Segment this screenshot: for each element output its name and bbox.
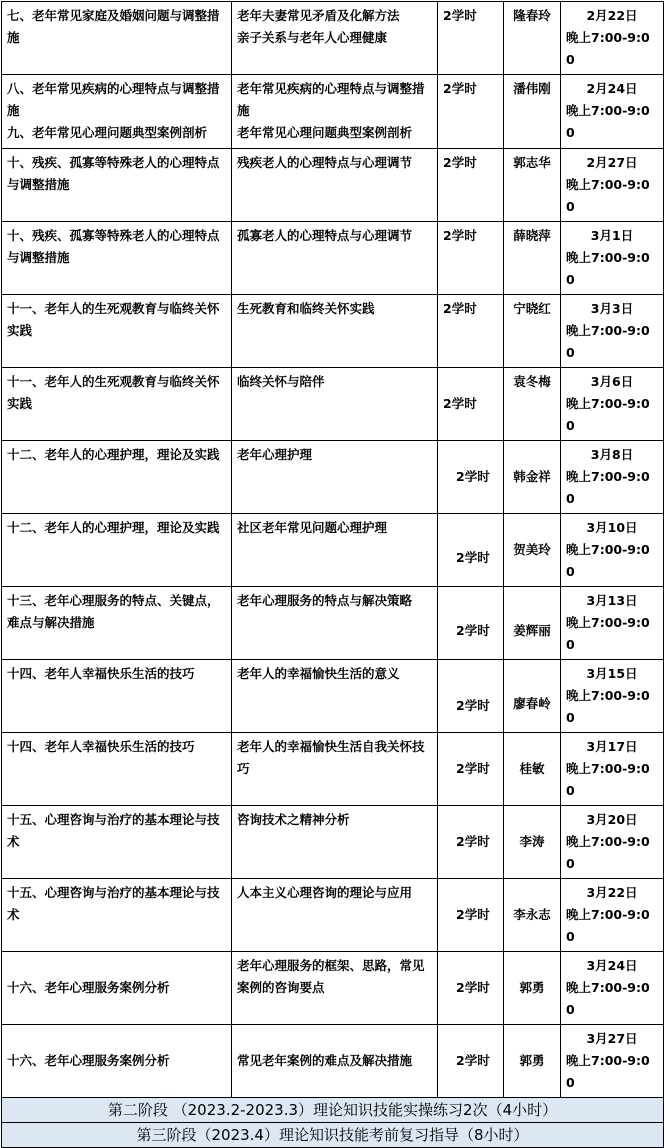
time-cell: [561, 222, 664, 295]
time-cell: [561, 660, 664, 733]
topic-cell: 十一、老年人的生死观教育与临终关怀实践: [2, 368, 232, 441]
content-cell: 人本主义心理咨询的理论与应用: [232, 879, 438, 952]
stage-three-text: 第三阶段（2023.4）理论知识技能考前复习指导（8小时）: [2, 1123, 664, 1148]
time-text: 晚上7:00-9:00: [566, 615, 650, 652]
time-cell: [561, 295, 664, 368]
teacher-cell: 隆春玲: [504, 2, 561, 75]
date-text: 3月1日: [590, 228, 634, 243]
table-row: [2, 2, 664, 75]
date-text: 3月22日: [586, 885, 638, 900]
date-text: 3月15日: [586, 666, 638, 681]
table-row: [2, 1025, 664, 1098]
table-row: [2, 514, 664, 587]
content-cell: [232, 2, 438, 75]
teacher-cell: 李永志: [504, 879, 561, 952]
table-row: [2, 806, 664, 879]
date-text: 2月22日: [586, 8, 638, 23]
stage-two-text: 第二阶段 （2023.2-2023.3）理论知识技能实操练习2次（4小时）: [2, 1098, 664, 1123]
topic-cell: 七、老年常见家庭及婚姻问题与调整措施: [2, 2, 232, 75]
hours-cell: 2学时: [438, 2, 504, 75]
topic-cell: 十四、老年人幸福快乐生活的技巧: [2, 660, 232, 733]
time-cell: [561, 149, 664, 222]
topic-cell: [2, 75, 232, 149]
table-row: [2, 368, 664, 441]
time-cell: [561, 441, 664, 514]
hours-cell: 2学时: [438, 75, 504, 149]
date-text: 3月10日: [586, 520, 638, 535]
table-row: [2, 733, 664, 806]
time-text: 晚上7:00-9:00: [566, 688, 650, 725]
time-text: 晚上7:00-9:00: [566, 834, 650, 871]
content-cell: 常见老年案例的难点及解决措施: [232, 1025, 438, 1098]
table-row: [2, 952, 664, 1025]
time-text: 晚上7:00-9:00: [566, 542, 650, 579]
topic-cell: 十二、老年人的心理护理，理论及实践: [2, 514, 232, 587]
content-cell: 临终关怀与陪伴: [232, 368, 438, 441]
time-cell: [561, 806, 664, 879]
table-row: [2, 222, 664, 295]
time-cell: [561, 952, 664, 1025]
time-text: 晚上7:00-9:00: [566, 761, 650, 798]
content-cell: [232, 75, 438, 149]
table-row: [2, 295, 664, 368]
stage-row: [2, 1123, 664, 1148]
teacher-cell: 贺美玲: [504, 514, 561, 587]
teacher-cell: 郭志华: [504, 149, 561, 222]
teacher-cell: 姜辉丽: [504, 587, 561, 660]
table-row: [2, 149, 664, 222]
hours-cell: 2学时: [438, 441, 504, 514]
time-text: 晚上7:00-9:00: [566, 177, 650, 214]
date-text: 3月27日: [586, 1031, 638, 1046]
teacher-cell: 桂敏: [504, 733, 561, 806]
time-cell: [561, 514, 664, 587]
hours-cell: 2学时: [438, 368, 504, 441]
date-text: 3月3日: [590, 301, 634, 316]
schedule-rows: [2, 2, 664, 1148]
content-text: 老年常见疾病的心理特点与调整措施 老年常见心理问题典型案例剖析: [237, 81, 425, 140]
topic-cell: 十、残疾、孤寡等特殊老人的心理特点与调整措施: [2, 149, 232, 222]
hours-cell: 2学时: [438, 587, 504, 660]
table-row: [2, 879, 664, 952]
topic-cell: 十三、老年心理服务的特点、关键点，难点与解决措施: [2, 587, 232, 660]
topic-cell: 十六、老年心理服务案例分析: [2, 1025, 232, 1098]
content-cell: 老年人的幸福愉快生活的意义: [232, 660, 438, 733]
date-text: 3月8日: [590, 447, 634, 462]
teacher-cell: 袁冬梅: [504, 368, 561, 441]
time-text: 晚上7:00-9:00: [566, 323, 650, 360]
time-cell: [561, 587, 664, 660]
time-text: 晚上7:00-9:00: [566, 469, 650, 506]
date-text: 2月27日: [586, 155, 638, 170]
hours-cell: 2学时: [438, 295, 504, 368]
topic-cell: 十四、老年人幸福快乐生活的技巧: [2, 733, 232, 806]
topic-cell: 十一、老年人的生死观教育与临终关怀实践: [2, 295, 232, 368]
hours-cell: 2学时: [438, 879, 504, 952]
content-cell: 老年心理服务的特点与解决策略: [232, 587, 438, 660]
topic-cell: 十二、老年人的心理护理，理论及实践: [2, 441, 232, 514]
content-cell: 老年人的幸福愉快生活自我关怀技巧: [232, 733, 438, 806]
date-text: 3月20日: [586, 812, 638, 827]
time-cell: [561, 75, 664, 149]
teacher-cell: 潘伟刚: [504, 75, 561, 149]
topic-cell: 十、残疾、孤寡等特殊老人的心理特点与调整措施: [2, 222, 232, 295]
hours-cell: 2学时: [438, 660, 504, 733]
time-text: 晚上7:00-9:00: [566, 980, 650, 1017]
teacher-cell: 廖春岭: [504, 660, 561, 733]
date-text: 3月24日: [586, 958, 638, 973]
time-text: 晚上7:00-9:00: [566, 30, 650, 67]
teacher-cell: 薛晓萍: [504, 222, 561, 295]
time-cell: [561, 2, 664, 75]
hours-cell: 2学时: [438, 733, 504, 806]
teacher-cell: 韩金祥: [504, 441, 561, 514]
content-cell: 咨询技术之精神分析: [232, 806, 438, 879]
date-text: 3月17日: [586, 739, 638, 754]
time-text: 晚上7:00-9:00: [566, 396, 650, 433]
content-cell: 孤寡老人的心理特点与心理调节: [232, 222, 438, 295]
teacher-cell: 李涛: [504, 806, 561, 879]
content-cell: 残疾老人的心理特点与心理调节: [232, 149, 438, 222]
stage-row: [2, 1098, 664, 1123]
time-cell: [561, 733, 664, 806]
content-cell: 老年心理服务的框架、思路，常见案例的咨询要点: [232, 952, 438, 1025]
table-row: [2, 441, 664, 514]
table-row: [2, 660, 664, 733]
hours-cell: 2学时: [438, 806, 504, 879]
schedule-page: [0, 1, 664, 1144]
date-text: 3月13日: [586, 593, 638, 608]
topic-cell: 十五、心理咨询与治疗的基本理论与技术: [2, 879, 232, 952]
course-schedule-table: [1, 1, 664, 1148]
time-text: 晚上7:00-9:00: [566, 250, 650, 287]
content-cell: 生死教育和临终关怀实践: [232, 295, 438, 368]
topic-text: 八、老年常见疾病的心理特点与调整措施 九、老年常见心理问题典型案例剖析: [7, 81, 220, 140]
topic-cell: 十六、老年心理服务案例分析: [2, 952, 232, 1025]
teacher-cell: 郭勇: [504, 952, 561, 1025]
time-text: 晚上7:00-9:00: [566, 1053, 650, 1090]
content-cell: 社区老年常见问题心理护理: [232, 514, 438, 587]
hours-cell: 2学时: [438, 149, 504, 222]
teacher-cell: 郭勇: [504, 1025, 561, 1098]
time-cell: [561, 1025, 664, 1098]
hours-cell: 2学时: [438, 952, 504, 1025]
date-text: 2月24日: [586, 81, 638, 96]
table-row: [2, 75, 664, 149]
hours-cell: 2学时: [438, 514, 504, 587]
hours-cell: 2学时: [438, 1025, 504, 1098]
time-text: 晚上7:00-9:00: [566, 907, 650, 944]
time-text: 晚上7:00-9:00: [566, 103, 650, 140]
date-text: 3月6日: [590, 374, 634, 389]
teacher-cell: 宁晓红: [504, 295, 561, 368]
time-cell: [561, 879, 664, 952]
hours-cell: 2学时: [438, 222, 504, 295]
content-text: 老年夫妻常见矛盾及化解方法 亲子关系与老年人心理健康: [237, 8, 400, 45]
topic-cell: 十五、心理咨询与治疗的基本理论与技术: [2, 806, 232, 879]
time-cell: [561, 368, 664, 441]
table-row: [2, 587, 664, 660]
content-cell: 老年心理护理: [232, 441, 438, 514]
